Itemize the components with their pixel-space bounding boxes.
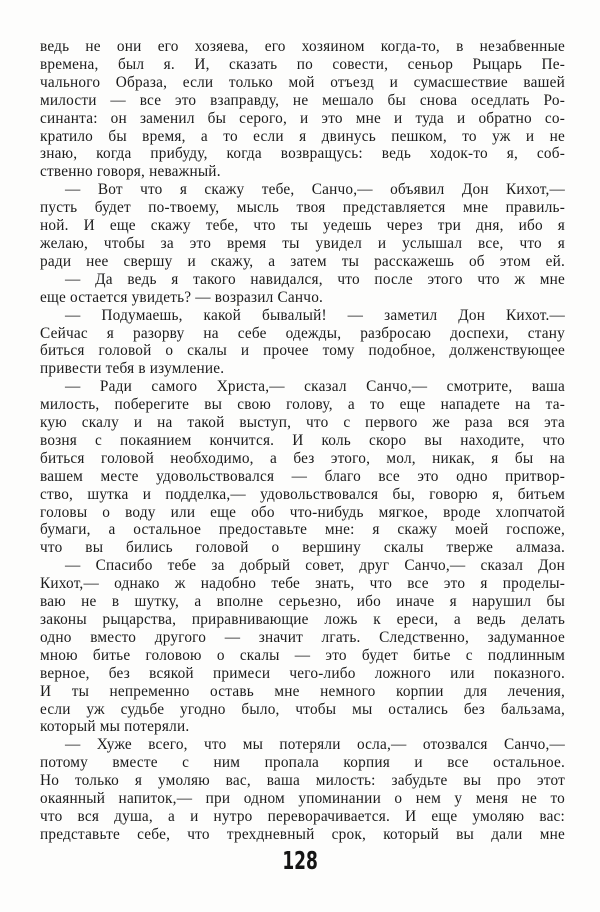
page-number-value: 128 [282, 846, 318, 875]
paragraph [40, 271, 565, 307]
text-line: если уж судьбе угодно было, чтобы мы остались без бальзама, [40, 700, 565, 718]
text-line: — Хуже всего, что мы потеряли осла,— отозвался Санчо,— [65, 736, 565, 754]
text-line: что вы бились головой о вершину скалы тверже алмаза. [40, 539, 565, 557]
text-line: что вся душа, а и нутро переворачивается. И еще умоляю вас: [40, 807, 565, 825]
text-line: одно вместо другого — значит лгать. Следственно, задуманное [40, 628, 565, 646]
paragraph [40, 557, 565, 736]
text-line: ной. И еще скажу тебе, что ты уедешь через три дня, ибо я [40, 217, 565, 235]
text-line: возня с покаянием кончится. И коль скоро вы находите, что [40, 431, 565, 449]
text-line: законы рыцарства, приравнивающие ложь к ереси, а ведь делать [40, 611, 565, 628]
text-line: пусть будет по-твоему, мысль твоя представляется мне правиль- [40, 199, 565, 217]
text-line: мною битье головою о скалы — это будет битье с подлинным [40, 646, 565, 664]
text-line: ради нее свершу и скажу, а затем ты расскажешь об этом ей. [40, 252, 565, 270]
text-line: — Да ведь я такого навидался, что после этого что ж мне [65, 270, 565, 288]
text-line: биться головой о скалы и прочее тому подобное, долженствующее [40, 342, 565, 360]
text-line: ваю не в шутку, а вполне серьезно, ибо иначе я нарушил бы [40, 593, 565, 611]
text-line: ственно говоря, неважный. [40, 163, 221, 181]
paragraph [40, 307, 565, 379]
text-line: синанта: он заменил бы серого, и это мне и туда и обратно со- [40, 109, 565, 127]
text-line: — Вот что я скажу тебе, Санчо,— объявил Дон Кихот,— [65, 181, 565, 199]
text-line: головы о воду или еще обо что-нибудь мягкое, вроде хлопчатой [40, 503, 565, 521]
text-line: Сейчас я разорву на себе одежды, разбросаю доспехи, стану [40, 324, 565, 342]
text-line: милости — все это взаправду, не мешало бы снова оседлать Ро- [40, 91, 565, 109]
paragraph [40, 736, 565, 843]
text-line: ведь не они его хозяева, его хозяином когда-то, в незабвенные [40, 38, 565, 55]
text-line: привести тебя в изумление. [40, 360, 225, 378]
text-line: который мы потеряли. [40, 718, 190, 736]
text-line: потому вместе с ним пропала корпия и все остальное. [40, 754, 565, 772]
text-line: кратило бы время, а то если я двинусь пешком, то уж и не [40, 127, 565, 145]
text-line: Но только я умоляю вас, ваша милость: забудьте вы про этот [40, 772, 565, 790]
text-line: — Спасибо тебе за добрый совет, друг Санчо,— сказал Дон [65, 557, 565, 575]
text-line: И ты непременно оставь мне немного корпии для лечения, [40, 682, 565, 700]
text-line: верное, без всякой примеси чего-либо ложного или показного. [40, 664, 565, 682]
text-line: кую скалу и на такой выступ, что с первого же раза вся эта [40, 414, 565, 432]
text-line: времена, был я. И, сказать по совести, сеньор Рыцарь Пе- [40, 55, 565, 73]
text-line: милость, поберегите вы свою голову, а то еще нападете на та- [40, 396, 565, 414]
text-line: знаю, когда прибуду, когда возвращусь: ведь ходок-то я, соб- [40, 145, 565, 163]
text-line: чального Образа, если только мой отъезд и сумасшествие вашей [40, 73, 565, 91]
text-line: окаянный напиток,— при одном упоминании о нем у меня не то [40, 790, 565, 808]
paragraph [40, 38, 565, 181]
text-line: Кихот,— однако ж надобно тебе знать, что все это я проделы- [40, 575, 565, 593]
text-line: — Подумаешь, какой бывалый! — заметил Дон Кихот.— [65, 306, 565, 324]
paragraph [40, 378, 565, 557]
text-line: ство, шутка и подделка,— удовольствовался бы, говорю я, битьем [40, 485, 565, 503]
text-line: — Ради самого Христа,— сказал Санчо,— смотрите, ваша [65, 378, 565, 396]
text-line: бумаги, а остальное предоставьте мне: я скажу моей госпоже, [40, 521, 565, 539]
paragraph [40, 181, 565, 271]
text-line: вашем месте удовольствовался — благо все это одно притвор- [40, 467, 565, 485]
page-number [0, 848, 600, 877]
text-line: биться головой необходимо, а без этого, мол, никак, я бы на [40, 449, 565, 467]
text-line: представьте себе, что трехдневный срок, который вы дали мне [40, 825, 565, 843]
text-line: еще остается увидеть? — возразил Санчо. [40, 288, 324, 306]
text-block [40, 38, 565, 844]
text-line: желаю, чтобы за это время ты увидел и услышал все, что я [40, 234, 565, 252]
